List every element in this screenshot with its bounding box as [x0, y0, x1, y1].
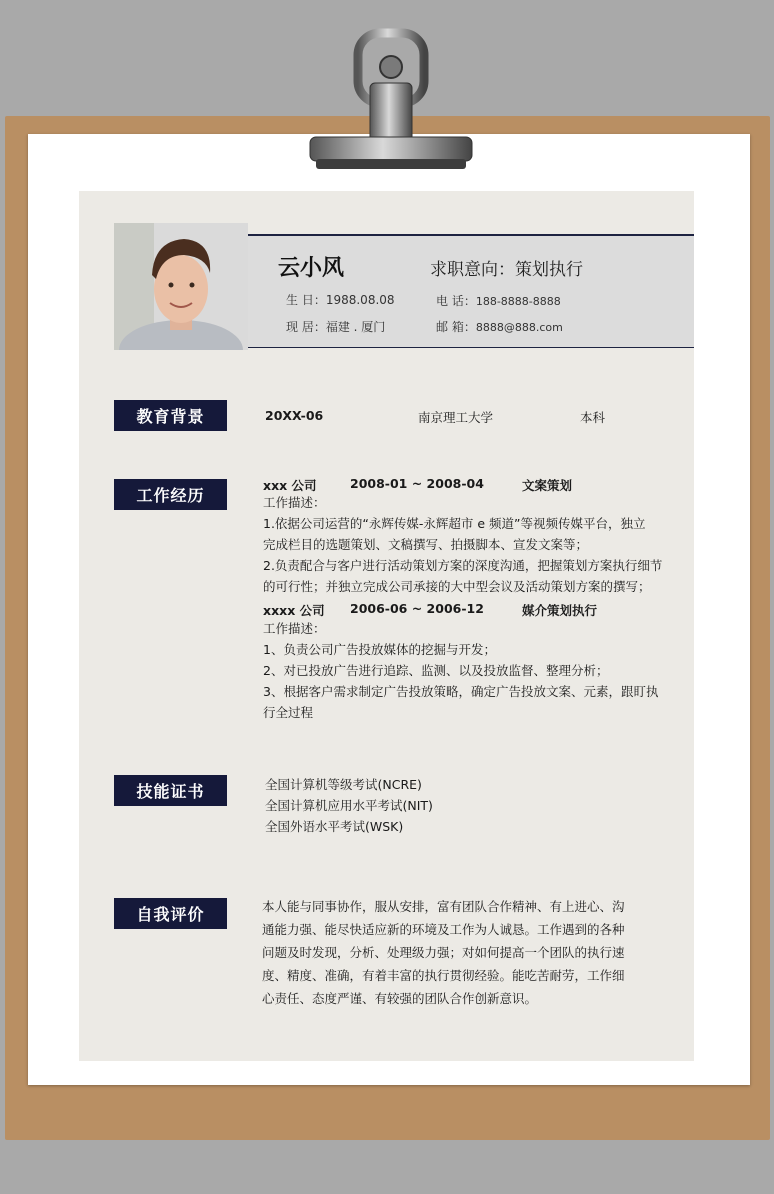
job1-line: 1.依据公司运营的“永辉传媒-永辉超市 e 频道”等视频传媒平台，独立	[263, 516, 646, 531]
self-evaluation-section-title: 自我评价	[114, 898, 227, 929]
self-line: 问题及时发现，分析、处理级力强；对如何提高一个团队的执行速	[262, 945, 625, 960]
education-date: 20XX-06	[265, 408, 324, 423]
email-label: 邮 箱：	[436, 320, 476, 334]
job2-company: xxxx 公司	[263, 603, 325, 618]
job1-line: 工作描述：	[263, 495, 326, 510]
education-degree: 本科	[580, 410, 606, 425]
binder-clip-icon	[306, 25, 476, 175]
job1-line: 2.负责配合与客户进行活动策划方案的深度沟通，把握策划方案执行细节	[263, 558, 663, 573]
job1-role: 文案策划	[522, 478, 573, 493]
education-section-title: 教育背景	[114, 400, 227, 431]
job1-period: 2008-01 ~ 2008-04	[350, 476, 484, 491]
self-line: 度、精度、准确，有着丰富的执行贯彻经验。能吃苦耐劳，工作细	[262, 968, 625, 983]
birth-info	[286, 291, 395, 308]
education-school: 南京理工大学	[418, 410, 494, 425]
job2-line: 工作描述：	[263, 621, 326, 636]
self-line: 通能力强、能尽快适应新的环境及工作为人诚恳。工作遇到的各种	[262, 922, 625, 937]
self-line: 本人能与同事协作，服从安排，富有团队合作精神、有上进心、沟	[262, 899, 625, 914]
address-info	[286, 318, 385, 335]
avatar	[114, 223, 248, 350]
job2-line: 1、负责公司广告投放媒体的挖掘与开发；	[263, 642, 496, 657]
skill-item: 全国计算机应用水平考试(NIT)	[265, 798, 433, 813]
job2-description	[263, 618, 658, 723]
job-intention: 求职意向：策划执行	[430, 260, 583, 280]
skills-section-title: 技能证书	[114, 775, 227, 806]
self-evaluation-text	[262, 895, 625, 1010]
job2-period: 2006-06 ~ 2006-12	[350, 601, 484, 616]
address-label: 现 居：	[286, 320, 326, 334]
job1-line: 完成栏目的选题策划、文稿撰写、拍摄脚本、宣发文案等；	[263, 537, 589, 552]
phone-info	[436, 292, 561, 309]
skill-item: 全国外语水平考试(WSK)	[265, 819, 404, 834]
job2-line: 3、根据客户需求制定广告投放策略，确定广告投放文案、元素，跟盯执	[263, 684, 659, 699]
job1-description	[263, 492, 662, 597]
email-info	[436, 318, 563, 335]
phone-label: 电 话：	[436, 294, 476, 308]
job1-company: xxx 公司	[263, 478, 317, 493]
address-value: 福建 . 厦门	[325, 320, 386, 334]
email-value: 8888@888.com	[475, 321, 563, 334]
birth-value: 1988.08.08	[325, 293, 395, 307]
skills-list	[265, 774, 433, 837]
skill-item: 全国计算机等级考试(NCRE)	[265, 777, 422, 792]
work-section-title: 工作经历	[114, 479, 227, 510]
job2-line: 行全过程	[263, 705, 314, 720]
job2-line: 2、对已投放广告进行追踪、监测、以及投放监督、整理分析；	[263, 663, 609, 678]
job1-line: 的可行性；并独立完成公司承接的大中型会议及活动策划方案的撰写；	[263, 579, 651, 594]
self-line: 心责任、态度严谨、有较强的团队合作创新意识。	[262, 991, 538, 1006]
birth-label: 生 日：	[286, 293, 326, 307]
phone-value: 188-8888-8888	[475, 295, 561, 308]
job2-role: 媒介策划执行	[522, 603, 598, 618]
profile-name: 云小风	[278, 256, 345, 281]
